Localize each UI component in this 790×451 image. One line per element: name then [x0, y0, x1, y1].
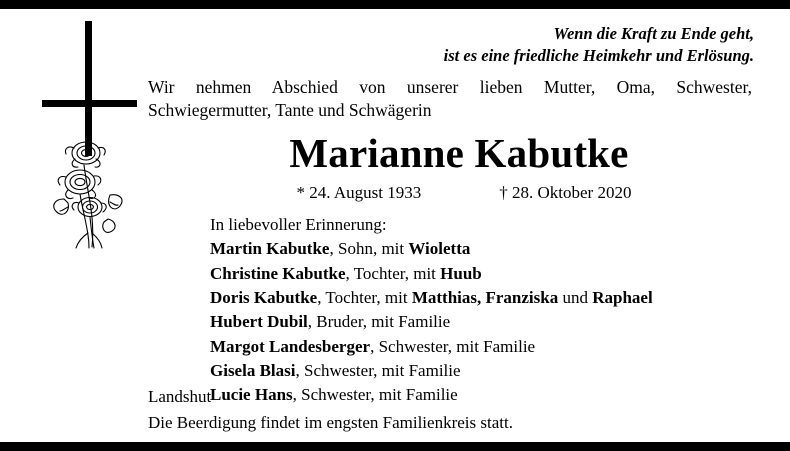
- family-member-name: Christine Kabutke: [210, 263, 346, 283]
- list-item: [210, 383, 770, 407]
- family-member-relation: , Schwester, mit Familie: [295, 360, 461, 380]
- family-member-partner-extra: Raphael: [592, 288, 653, 308]
- family-member-name: Gisela Blasi: [210, 360, 296, 380]
- list-item: [210, 262, 770, 286]
- family-member-relation: , Sohn, mit: [329, 239, 409, 259]
- list-item: [210, 286, 770, 310]
- family-member-name: Hubert Dubil: [210, 312, 308, 332]
- city-label: Landshut: [148, 387, 212, 406]
- ornament-column: [22, 15, 162, 245]
- list-item: [210, 359, 770, 383]
- family-member-name: Doris Kabutke: [210, 288, 318, 308]
- roses-icon: [44, 137, 136, 249]
- family-member-relation: , Schwester, mit Familie: [292, 385, 458, 405]
- cross-icon-crossbar: [42, 100, 137, 107]
- deceased-name: Marianne Kabutke: [289, 130, 629, 177]
- family-member-name: Lucie Hans: [210, 385, 293, 405]
- intro-line-1: Wir nehmen Abschied von unserer lieben Mutter, Oma, Schwester,: [148, 76, 752, 97]
- list-item: [210, 310, 770, 334]
- verse-line-1: Wenn die Kraft zu Ende geht,: [553, 24, 754, 43]
- family-member-partner: Matthias, Franziska: [411, 288, 559, 308]
- family-member-partner: Wioletta: [408, 239, 471, 259]
- obituary-text: [148, 23, 770, 432]
- family-member-conjunction: und: [558, 288, 593, 308]
- family-member-name: Margot Landesberger: [210, 336, 371, 356]
- birth-date: * 24. August 1933: [296, 183, 422, 203]
- funeral-notice: Die Beerdigung findet im engsten Familienkreis statt.: [148, 413, 513, 432]
- life-dates: [148, 183, 770, 203]
- cross-icon: [85, 21, 92, 156]
- death-date: † 28. Oktober 2020: [499, 183, 632, 203]
- family-member-relation: , Tochter, mit: [345, 263, 441, 283]
- verse-line-2: ist es eine friedliche Heimkehr und Erlösung.: [443, 45, 754, 65]
- family-list: [148, 237, 770, 407]
- memory-label: In liebevoller Erinnerung:: [210, 215, 387, 235]
- family-member-relation: , Schwester, mit Familie: [370, 336, 536, 356]
- family-member-relation: , Bruder, mit Familie: [307, 312, 451, 332]
- list-item: [210, 335, 770, 359]
- family-member-partner: Huub: [440, 263, 482, 283]
- list-item: [210, 237, 770, 261]
- intro-line-2: Schwiegermutter, Tante und Schwägerin: [148, 99, 432, 120]
- family-member-name: Martin Kabutke: [210, 239, 330, 259]
- family-member-relation: , Tochter, mit: [317, 288, 412, 308]
- verse: [148, 23, 770, 67]
- intro-paragraph: [148, 76, 752, 122]
